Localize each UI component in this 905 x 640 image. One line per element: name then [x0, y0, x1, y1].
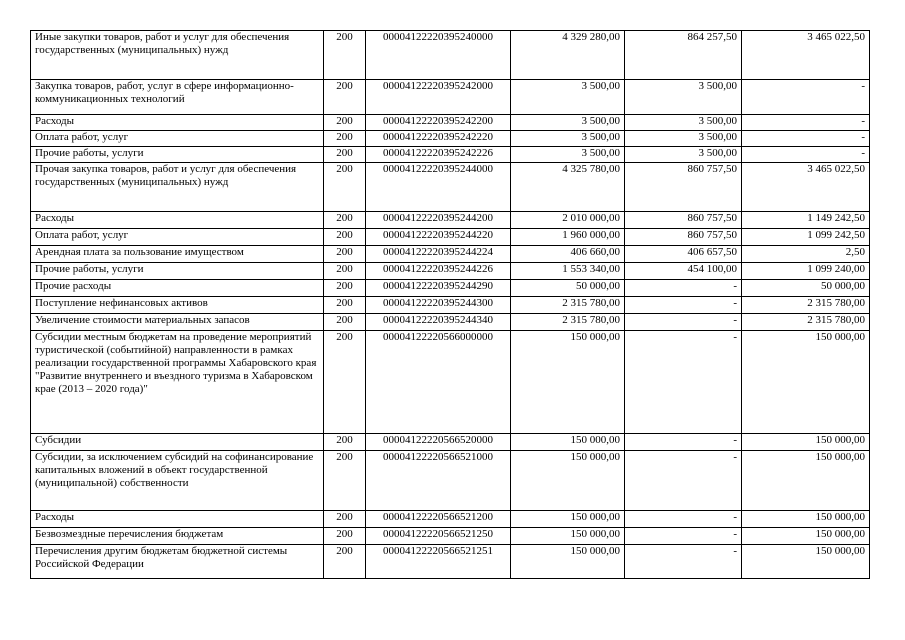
row-classifier-cell: 00004122220395244224 — [366, 246, 511, 263]
row-code-cell: 200 — [324, 147, 366, 163]
row-unexecuted-cell: 150 000,00 — [742, 511, 870, 528]
row-executed-cell: 860 757,50 — [625, 163, 742, 212]
row-classifier-cell: 00004122220395244340 — [366, 314, 511, 331]
row-unexecuted-cell: 2 315 780,00 — [742, 314, 870, 331]
row-executed-cell: 860 757,50 — [625, 229, 742, 246]
table-row — [31, 115, 870, 131]
row-approved-cell: 406 660,00 — [511, 246, 625, 263]
row-name-cell: Расходы — [31, 115, 324, 131]
row-approved-cell: 4 325 780,00 — [511, 163, 625, 212]
row-code-cell: 200 — [324, 163, 366, 212]
row-name-cell: Субсидии, за исключением субсидий на софинансирование капитальных вложений в объект государственной (муниципальной) собственности — [31, 451, 324, 511]
row-classifier-cell: 00004122220395242226 — [366, 147, 511, 163]
table-row — [31, 511, 870, 528]
row-code-cell: 200 — [324, 246, 366, 263]
row-approved-cell: 50 000,00 — [511, 280, 625, 297]
row-unexecuted-cell: 150 000,00 — [742, 451, 870, 511]
table-row — [31, 229, 870, 246]
row-unexecuted-cell: 2,50 — [742, 246, 870, 263]
row-name-cell: Оплата работ, услуг — [31, 131, 324, 147]
row-classifier-cell: 00004122220395244000 — [366, 163, 511, 212]
row-code-cell: 200 — [324, 314, 366, 331]
row-code-cell: 200 — [324, 434, 366, 451]
row-code-cell: 200 — [324, 331, 366, 434]
row-executed-cell: - — [625, 280, 742, 297]
row-name-cell: Поступление нефинансовых активов — [31, 297, 324, 314]
row-approved-cell: 150 000,00 — [511, 545, 625, 579]
row-name-cell: Субсидии местным бюджетам на проведение мероприятий туристической (событийной) направленности в рамках реализации государственной программы Хабаровского края "Развитие внутреннего и въездного туризма в Хабаровском крае (2013 – 2020 года)" — [31, 331, 324, 434]
table-row — [31, 528, 870, 545]
row-unexecuted-cell: 150 000,00 — [742, 331, 870, 434]
row-executed-cell: 3 500,00 — [625, 80, 742, 115]
table-row — [31, 80, 870, 115]
row-unexecuted-cell: 1 149 242,50 — [742, 212, 870, 229]
table-row — [31, 31, 870, 80]
row-unexecuted-cell: 150 000,00 — [742, 434, 870, 451]
row-executed-cell: 860 757,50 — [625, 212, 742, 229]
row-name-cell: Арендная плата за пользование имуществом — [31, 246, 324, 263]
table-row — [31, 314, 870, 331]
row-approved-cell: 150 000,00 — [511, 511, 625, 528]
table-row — [31, 331, 870, 434]
row-executed-cell: - — [625, 528, 742, 545]
row-code-cell: 200 — [324, 80, 366, 115]
row-approved-cell: 3 500,00 — [511, 80, 625, 115]
row-classifier-cell: 00004122220395244290 — [366, 280, 511, 297]
row-code-cell: 200 — [324, 511, 366, 528]
row-classifier-cell: 00004122220395244226 — [366, 263, 511, 280]
table-row — [31, 263, 870, 280]
row-classifier-cell: 00004122220566000000 — [366, 331, 511, 434]
row-approved-cell: 150 000,00 — [511, 434, 625, 451]
row-classifier-cell: 00004122220566520000 — [366, 434, 511, 451]
table-row — [31, 434, 870, 451]
row-executed-cell: - — [625, 297, 742, 314]
row-executed-cell: - — [625, 451, 742, 511]
row-unexecuted-cell: 1 099 242,50 — [742, 229, 870, 246]
row-executed-cell: 454 100,00 — [625, 263, 742, 280]
row-name-cell: Закупка товаров, работ, услуг в сфере информационно-коммуникационных технологий — [31, 80, 324, 115]
row-unexecuted-cell: - — [742, 131, 870, 147]
row-classifier-cell: 00004122220395242220 — [366, 131, 511, 147]
row-approved-cell: 1 553 340,00 — [511, 263, 625, 280]
row-name-cell: Прочие работы, услуги — [31, 147, 324, 163]
row-classifier-cell: 00004122220395242000 — [366, 80, 511, 115]
row-executed-cell: 406 657,50 — [625, 246, 742, 263]
budget-expenditure-table — [30, 30, 870, 579]
row-unexecuted-cell: 50 000,00 — [742, 280, 870, 297]
row-executed-cell: 3 500,00 — [625, 131, 742, 147]
row-code-cell: 200 — [324, 528, 366, 545]
table-row — [31, 246, 870, 263]
row-executed-cell: 3 500,00 — [625, 147, 742, 163]
table-row — [31, 297, 870, 314]
row-code-cell: 200 — [324, 545, 366, 579]
row-name-cell: Перечисления другим бюджетам бюджетной системы Российской Федерации — [31, 545, 324, 579]
row-classifier-cell: 00004122220395240000 — [366, 31, 511, 80]
row-approved-cell: 150 000,00 — [511, 331, 625, 434]
row-approved-cell: 150 000,00 — [511, 528, 625, 545]
table-row — [31, 131, 870, 147]
row-unexecuted-cell: - — [742, 147, 870, 163]
row-code-cell: 200 — [324, 131, 366, 147]
row-name-cell: Прочие работы, услуги — [31, 263, 324, 280]
row-classifier-cell: 00004122220395244300 — [366, 297, 511, 314]
table-row — [31, 280, 870, 297]
table-row — [31, 212, 870, 229]
row-executed-cell: - — [625, 434, 742, 451]
row-code-cell: 200 — [324, 263, 366, 280]
row-name-cell: Расходы — [31, 212, 324, 229]
row-approved-cell: 4 329 280,00 — [511, 31, 625, 80]
row-executed-cell: - — [625, 331, 742, 434]
row-name-cell: Оплата работ, услуг — [31, 229, 324, 246]
row-unexecuted-cell: 3 465 022,50 — [742, 31, 870, 80]
row-unexecuted-cell: - — [742, 80, 870, 115]
row-unexecuted-cell: 150 000,00 — [742, 545, 870, 579]
row-unexecuted-cell: 2 315 780,00 — [742, 297, 870, 314]
row-approved-cell: 2 315 780,00 — [511, 297, 625, 314]
row-code-cell: 200 — [324, 212, 366, 229]
row-executed-cell: - — [625, 314, 742, 331]
row-code-cell: 200 — [324, 451, 366, 511]
row-name-cell: Безвозмездные перечисления бюджетам — [31, 528, 324, 545]
row-executed-cell: 864 257,50 — [625, 31, 742, 80]
row-executed-cell: - — [625, 511, 742, 528]
row-classifier-cell: 00004122220566521200 — [366, 511, 511, 528]
row-classifier-cell: 00004122220395242200 — [366, 115, 511, 131]
row-name-cell: Иные закупки товаров, работ и услуг для обеспечения государственных (муниципальных) нужд — [31, 31, 324, 80]
row-unexecuted-cell: 1 099 240,00 — [742, 263, 870, 280]
row-classifier-cell: 00004122220566521251 — [366, 545, 511, 579]
table-row — [31, 147, 870, 163]
table-row — [31, 545, 870, 579]
row-name-cell: Прочие расходы — [31, 280, 324, 297]
row-approved-cell: 1 960 000,00 — [511, 229, 625, 246]
row-unexecuted-cell: 3 465 022,50 — [742, 163, 870, 212]
table-row — [31, 451, 870, 511]
table-row — [31, 163, 870, 212]
row-classifier-cell: 00004122220395244200 — [366, 212, 511, 229]
row-approved-cell: 2 315 780,00 — [511, 314, 625, 331]
row-name-cell: Расходы — [31, 511, 324, 528]
row-code-cell: 200 — [324, 31, 366, 80]
row-approved-cell: 3 500,00 — [511, 131, 625, 147]
row-approved-cell: 3 500,00 — [511, 115, 625, 131]
row-code-cell: 200 — [324, 280, 366, 297]
row-classifier-cell: 00004122220566521000 — [366, 451, 511, 511]
row-executed-cell: - — [625, 545, 742, 579]
row-name-cell: Прочая закупка товаров, работ и услуг для обеспечения государственных (муниципальных) нужд — [31, 163, 324, 212]
row-approved-cell: 150 000,00 — [511, 451, 625, 511]
row-name-cell: Субсидии — [31, 434, 324, 451]
row-code-cell: 200 — [324, 229, 366, 246]
row-unexecuted-cell: 150 000,00 — [742, 528, 870, 545]
row-executed-cell: 3 500,00 — [625, 115, 742, 131]
row-code-cell: 200 — [324, 115, 366, 131]
row-approved-cell: 3 500,00 — [511, 147, 625, 163]
row-name-cell: Увеличение стоимости материальных запасов — [31, 314, 324, 331]
row-code-cell: 200 — [324, 297, 366, 314]
row-classifier-cell: 00004122220566521250 — [366, 528, 511, 545]
row-classifier-cell: 00004122220395244220 — [366, 229, 511, 246]
row-unexecuted-cell: - — [742, 115, 870, 131]
row-approved-cell: 2 010 000,00 — [511, 212, 625, 229]
